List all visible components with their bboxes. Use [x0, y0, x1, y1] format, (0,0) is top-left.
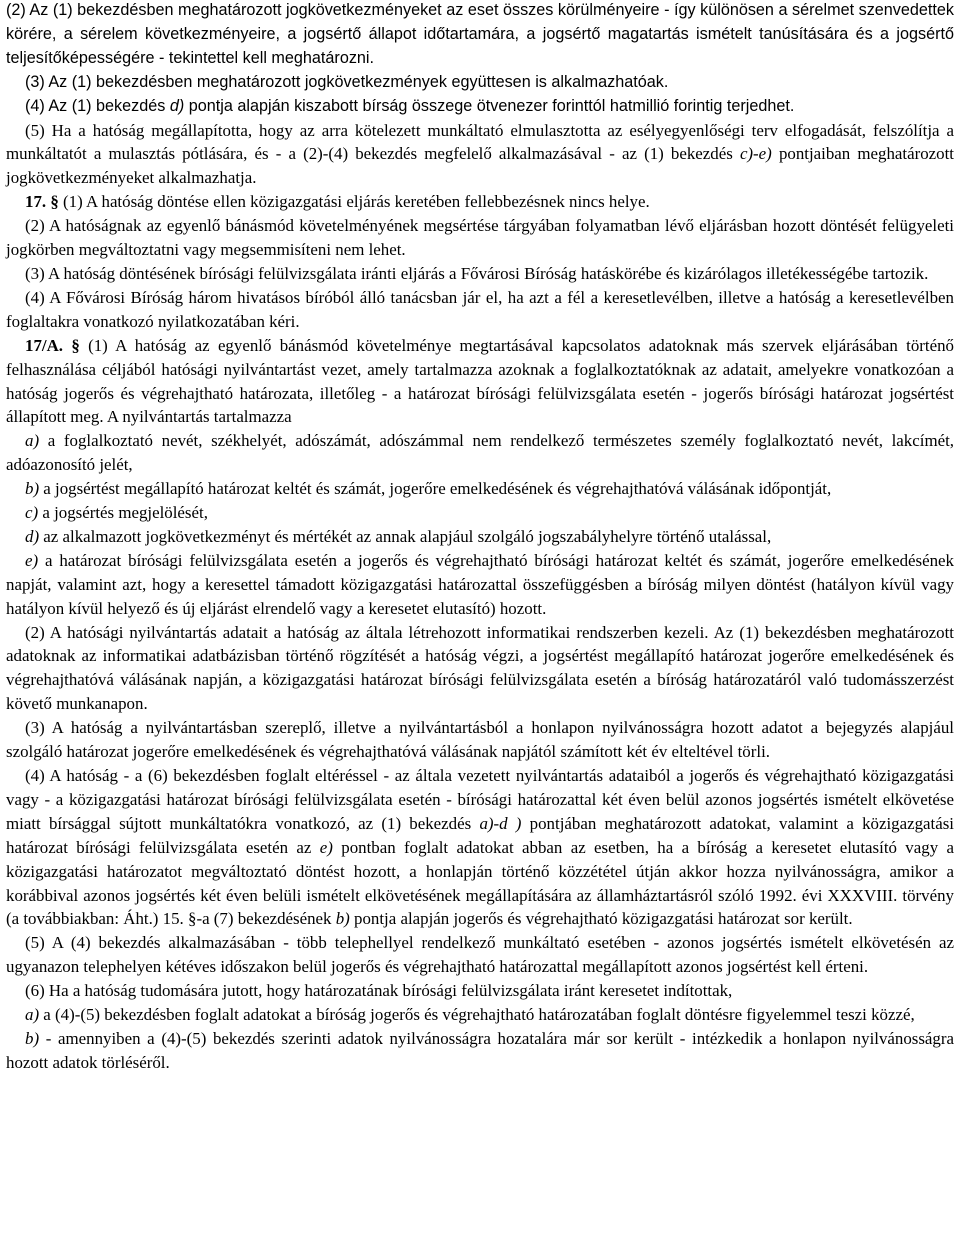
point-e-ref: e) — [319, 837, 333, 857]
section-17a-paragraph-2 — [6, 621, 954, 717]
list-item-6a-label: a) — [25, 1005, 40, 1025]
section-17a-paragraph-1 — [6, 334, 954, 430]
list-item-e-text: a határozat bírósági felülvizsgálata esetén a jogerős és végrehajtható bírósági határozat keltét és számát, jogerőre emelkedésének napját, valamint azt, hogy a keresettel támadott közigazgatási határozattal összefüggésben a bíróság milyen döntést (hatályon kívül vagy hatályon kívül helyező és új eljárást elrendelő vagy a keresetet elutasító) hozott. — [6, 550, 954, 618]
list-item-6b-label: b) — [25, 1028, 40, 1048]
section-17a-paragraph-4-text-b: pontjában meghatározott adatokat, valamint a közigazgatási határozat bírósági felülvizsgálata esetén az — [6, 813, 954, 857]
list-item-6a — [6, 1003, 954, 1027]
list-item-b-label: b) — [25, 479, 40, 499]
list-item-d — [6, 525, 954, 549]
list-item-a-label: a) — [25, 431, 40, 451]
section-17a-paragraph-4 — [6, 764, 954, 931]
paragraph-16-3 — [6, 71, 954, 95]
paragraph-16-4-text-a: (4) Az (1) bekezdés — [25, 96, 170, 115]
point-b-ref: b) — [335, 909, 350, 929]
list-item-6b-text: - amennyiben a (4)-(5) bekezdés szerinti adatok nyilvánosságra hozatalára már sor került - intézkedik a honlapon nyilvánosságra hozott adatok törléséről. — [6, 1028, 954, 1072]
section-17a-paragraph-3 — [6, 716, 954, 764]
section-17-paragraph-1 — [6, 190, 954, 214]
list-item-d-label: d) — [25, 526, 40, 546]
section-17-number: 17. — [25, 192, 47, 212]
paragraph-16-5-text-a: (5) Ha a hatóság megállapította, hogy az arra kötelezett munkáltató elmulasztotta az esélyegyenlőségi terv elfogadását, felszólítja a munkáltatót a mulasztás pótlására, és - a (2)-(4) bekezdés megfelelő alkalmazásával - az (1) bekezdés — [6, 120, 954, 164]
list-item-c — [6, 501, 954, 525]
paragraph-16-2-text: (2) Az (1) bekezdésben meghatározott jogkövetkezményeket az eset összes körülményeire - így különösen a sérelmet szenvedettek körére, a sérelem következményeire, a jogsértő állapot időtartamára, a jogsértő magatartás ismételt tanúsítására és a jogsértő teljesítőképességére - tekintettel kell meghatározni. — [6, 1, 954, 67]
list-item-6b — [6, 1027, 954, 1075]
section-17a-paragraph-2-text: (2) A hatósági nyilvántartás adatait a hatóság az általa létrehozott informatikai rendszerben kezeli. Az (1) bekezdésben meghatározott adatoknak az informatikai adatbázisban történő rögzítését a hatóság végzi, a jogsértést megállapító határozat jogerőre emelkedésének és végrehajthatóvá válásának napján, a közigazgatási határozat bírósági felülvizsgálata esetén a bíróság határozatáról való tudomásszerzést követő munkanapon. — [6, 622, 954, 714]
section-17a-paragraph-4-text-c: pontban foglalt adatokat abban az esetben, ha a bíróság a keresetet elutasító vagy a közigazgatási határozatot megváltoztató döntést hozott, a honlapján történő közzététel útján akkor hozza nyilvánosságra, amikor a korábbival azonos jogsértés két éven belüli ismételt elkövetésének megállapítására az államháztartásról szóló 1992. évi XXXVIII. törvény (a továbbiakban: Áht.) 15. §-a (7) bekezdésének — [6, 837, 954, 929]
section-17a-paragraph-6-text: (6) Ha a hatóság tudomására jutott, hogy határozatának bírósági felülvizsgálata iránt keresetet indítottak, — [25, 981, 733, 1001]
list-item-c-label: c) — [25, 503, 39, 523]
list-item-e — [6, 549, 954, 621]
section-17a-paragraph-4-text-d: pontja alapján jogerős és végrehajtható közigazgatási határozat sor került. — [349, 909, 853, 929]
section-17a-number: 17/A. — [25, 335, 64, 355]
paragraph-16-5 — [6, 119, 954, 191]
section-17-paragraph-3-text: (3) A hatóság döntésének bírósági felülvizsgálata iránti eljárás a Fővárosi Bíróság hatáskörébe és kizárólagos illetékességébe tartozik. — [25, 263, 929, 283]
paragraph-16-4 — [6, 95, 954, 119]
section-17a-paragraph-6 — [6, 979, 954, 1003]
paragraph-16-2 — [6, 0, 954, 71]
list-item-b — [6, 477, 954, 501]
section-17-paragraph-3 — [6, 262, 954, 286]
list-item-b-text: a jogsértést megállapító határozat keltét és számát, jogerőre emelkedésének és végrehajthatóvá válásának időpontját, — [39, 479, 832, 499]
section-17a-paragraph-5 — [6, 931, 954, 979]
list-item-6a-text: a (4)-(5) bekezdésben foglalt adatokat a bíróság jogerős és végrehajtható határozatában foglalt döntésre figyelemmel teszi közzé, — [39, 1005, 915, 1025]
paragraph-16-5-text-b: pontjaiban meghatározott jogkövetkezményeket alkalmazhatja. — [6, 144, 954, 188]
section-17a-paragraph-1-text: (1) A hatóság az egyenlő bánásmód követelménye megtartásával kapcsolatos adatoknak más szervek eljárásában történő felhasználása céljából hatósági nyilvántartást vezet, amely tartalmazza azoknak a foglalkoztatóknak az adatait, amelyekre vonatkozóan a hatóság jogerős és végrehajtható határozata, illetőleg - a határozat bírósági felülvizsgálata esetén - jogerős bírósági határozat jogsértést állapított meg. A nyilvántartás tartalmazza — [6, 335, 954, 427]
list-item-a-text: a foglalkoztató nevét, székhelyét, adószámát, adószámmal nem rendelkező természetes személy foglalkoztató nevét, lakcímét, adóazonosító jelét, — [6, 431, 954, 475]
section-17-paragraph-4 — [6, 286, 954, 334]
section-17-sign: § — [46, 192, 59, 212]
section-17-paragraph-4-text: (4) A Fővárosi Bíróság három hivatásos bíróból álló tanácsban jár el, ha azt a fél a keresetlevélben, illetve a hatóság a keresetlevélben foglaltakra vonatkozó nyilatkozatában kéri. — [6, 287, 954, 331]
paragraph-16-4-text-b: pontja alapján kiszabott bírság összege ötvenezer forinttól hatmillió forintig terjedhet. — [184, 96, 795, 115]
point-d-ref: d) — [169, 96, 185, 115]
section-17a-paragraph-5-text: (5) A (4) bekezdés alkalmazásában - több telephellyel rendelkező munkáltató esetében - azonos jogsértés ismételt elkövetésén az ugyanazon telephelyen kétéves időszakon belül jogerős és végrehajtható határozattal megállapított azonos jogsértést kell érteni. — [6, 933, 954, 977]
section-17-paragraph-2-text: (2) A hatóságnak az egyenlő bánásmód követelményének megsértése tárgyában folyamatban lévő eljárásban hozott döntését felügyeleti jogkörben megváltoztatni vagy megsemmisíteni nem lehet. — [6, 216, 954, 260]
section-17-paragraph-1-text: (1) A hatóság döntése ellen közigazgatási eljárás keretében fellebbezésnek nincs helye. — [58, 192, 650, 212]
section-17a-paragraph-3-text: (3) A hatóság a nyilvántartásban szereplő, illetve a nyilvántartásból a honlapon nyilvánosságra hozott adatot a bejegyzés alapjául szolgáló határozat jogerőre emelkedésének és végrehajthatóvá válásának napjától számított két év elteltével törli. — [6, 718, 954, 762]
list-item-a — [6, 429, 954, 477]
list-item-e-label: e) — [25, 550, 39, 570]
section-17a-paragraph-4-text-a: (4) A hatóság - a (6) bekezdésben foglalt eltéréssel - az általa vezetett nyilvántartás adataiból a jogerős és végrehajtható közigazgatási vagy - a közigazgatási határozat bírósági felülvizsgálata esetén - bírósági határozattal két éven belül azonos jogsértés ismételt elkövetése miatt bírsággal sújtott munkáltatókra vonatkozó, az (1) bekezdés — [6, 766, 954, 833]
points-a-d-ref: a)-d ) — [479, 813, 522, 833]
section-17-paragraph-2 — [6, 214, 954, 262]
points-c-e-ref: c)-e) — [739, 144, 772, 164]
list-item-c-text: a jogsértés megjelölését, — [38, 503, 208, 523]
section-17a-sign: § — [63, 335, 80, 355]
paragraph-16-3-text: (3) Az (1) bekezdésben meghatározott jogkövetkezmények együttesen is alkalmazhatóak. — [25, 72, 669, 91]
list-item-d-text: az alkalmazott jogkövetkezményt és mértékét az annak alapjául szolgáló jogszabályhelyre történő utalással, — [39, 526, 772, 546]
